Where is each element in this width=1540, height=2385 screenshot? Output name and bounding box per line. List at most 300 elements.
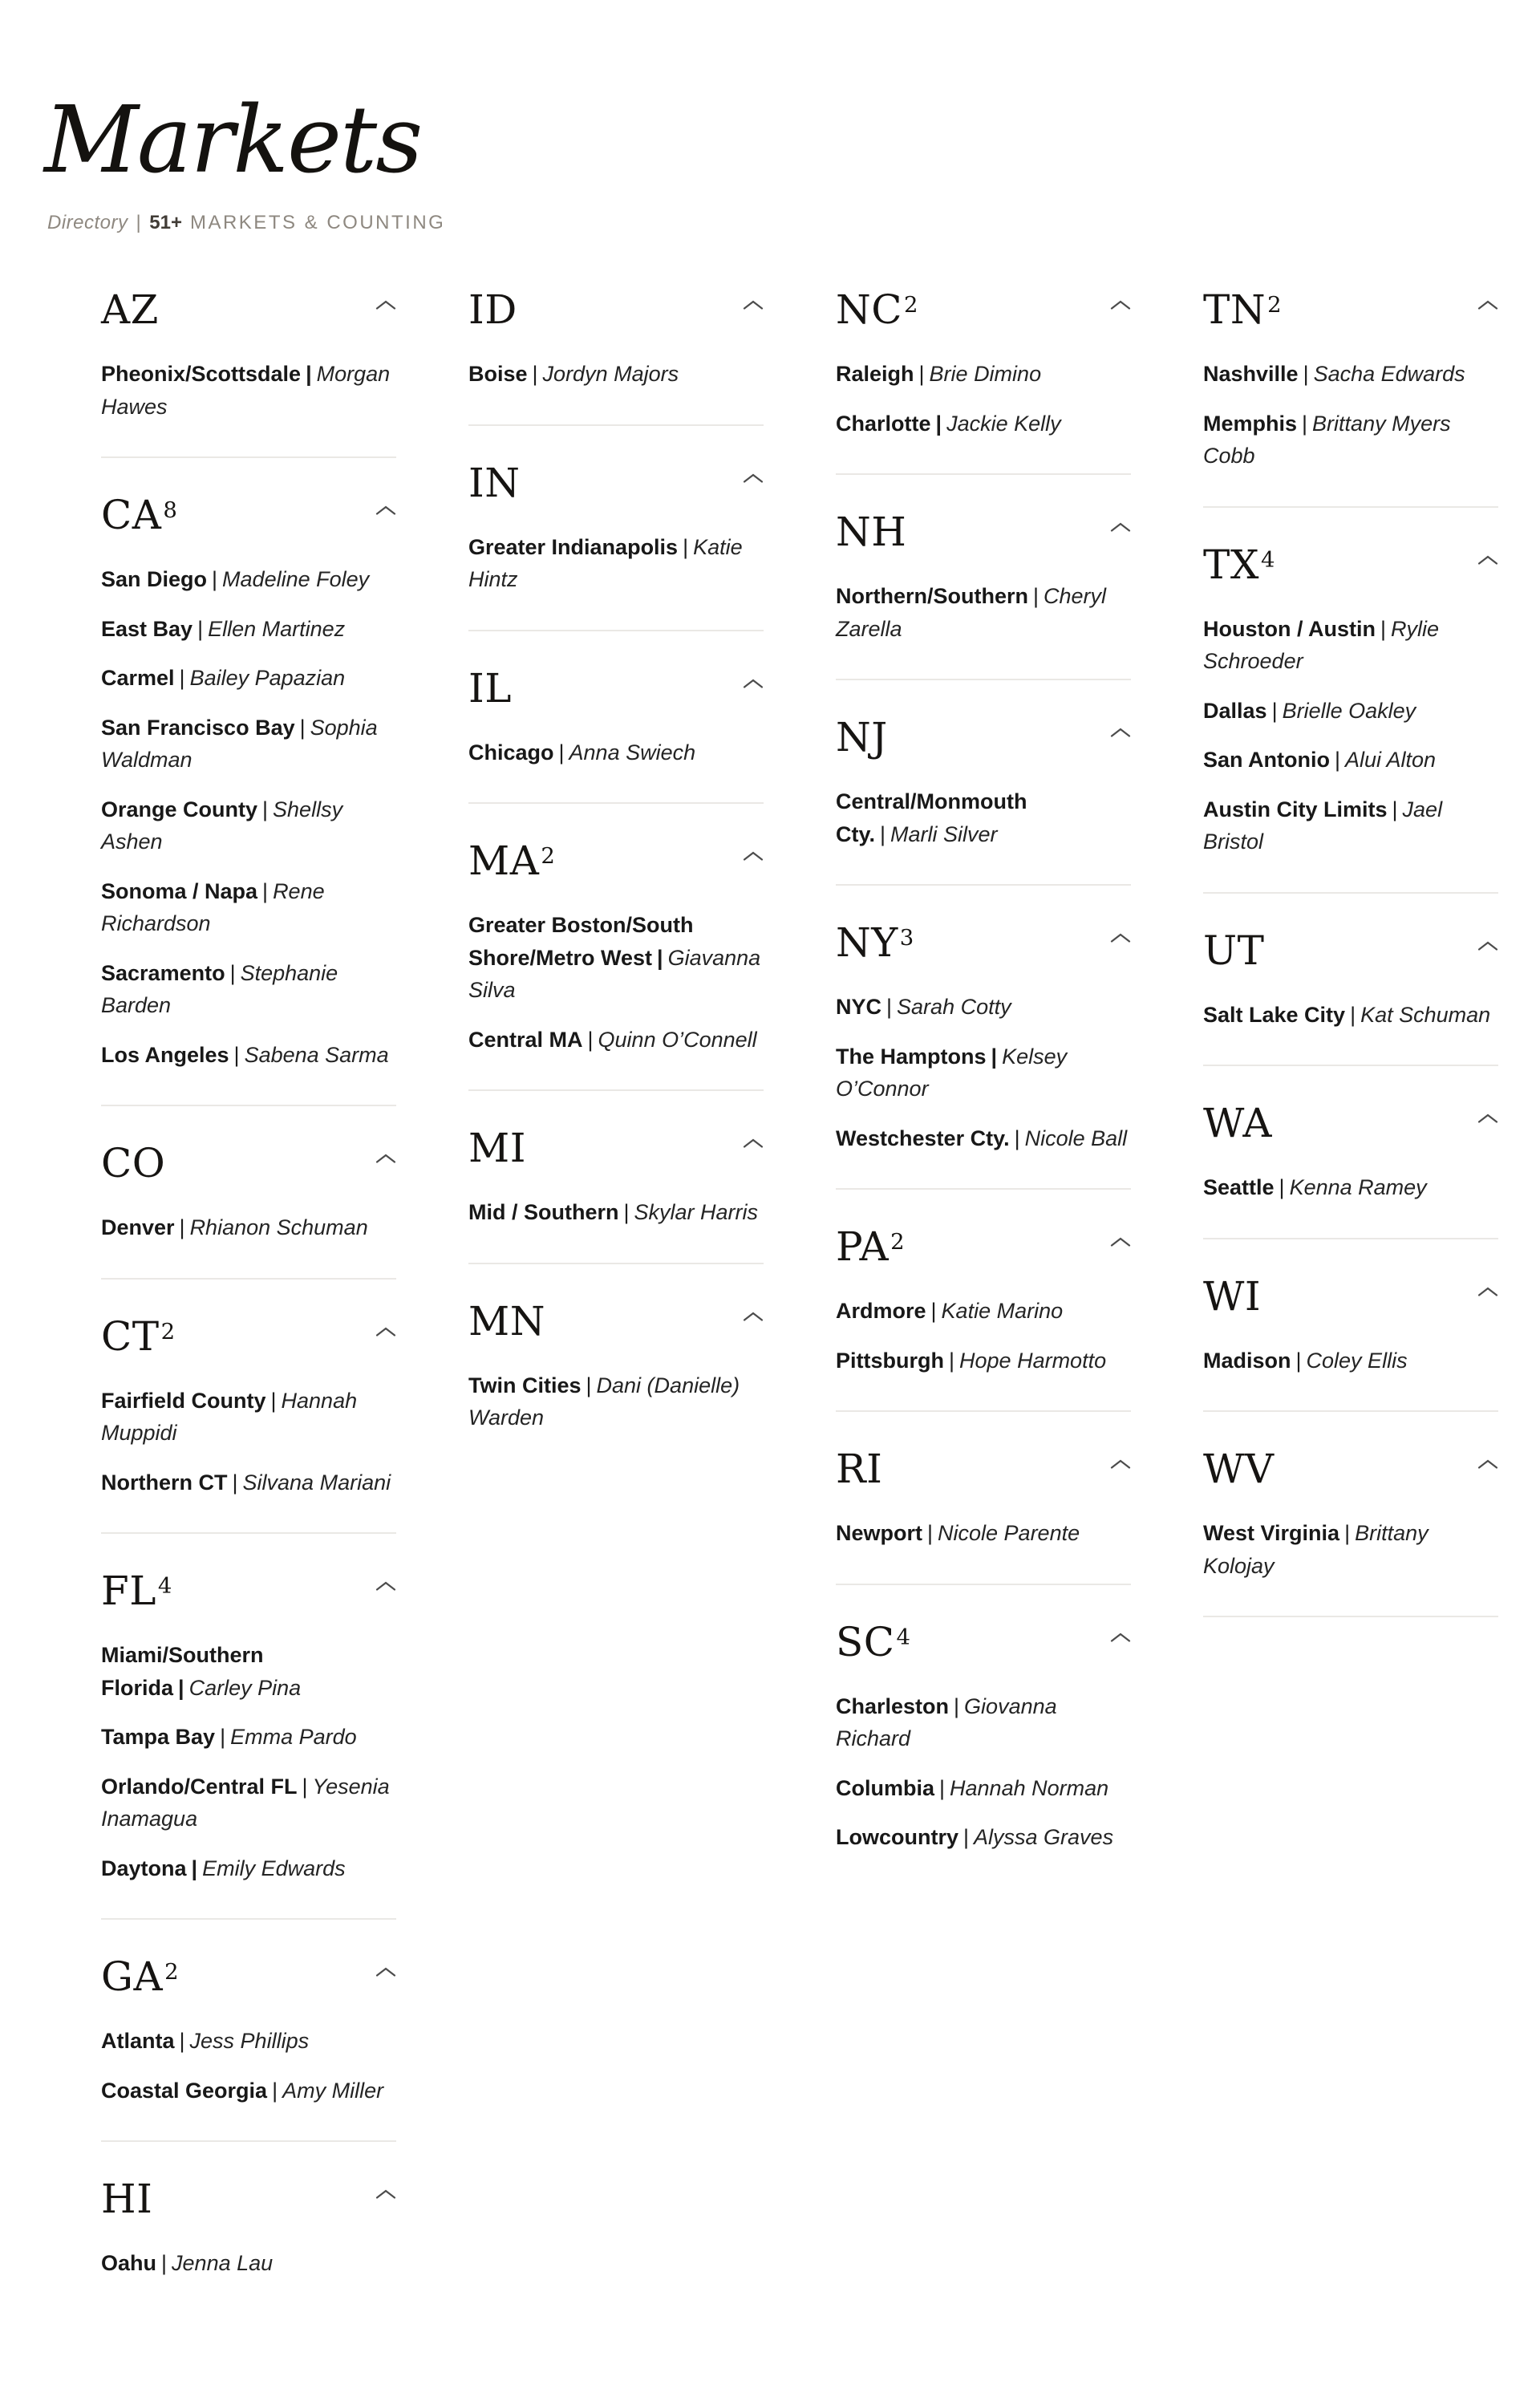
- section-divider: [101, 1105, 396, 1106]
- market-separator: |: [886, 995, 893, 1020]
- section-divider: [836, 884, 1131, 886]
- market-list: [101, 1385, 396, 1499]
- collapse-section-button[interactable]: [1110, 1458, 1131, 1470]
- market-list: [1203, 358, 1498, 473]
- collapse-section-button[interactable]: [743, 299, 764, 310]
- market-name: Orange County: [101, 797, 258, 821]
- state-label: NJ: [836, 714, 888, 761]
- market-name: Fairfield County: [101, 1388, 266, 1413]
- section-ri: [836, 1447, 1131, 1585]
- state-label: ID: [468, 286, 517, 334]
- state-market-count-sup: 4: [896, 1624, 911, 1650]
- section-header: [836, 1225, 1131, 1269]
- market-separator: |: [935, 411, 942, 436]
- section-co: [101, 1142, 396, 1280]
- market-contact: Sabena Sarma: [244, 1042, 389, 1067]
- markets-column: [1203, 288, 1498, 1653]
- market-list: [1203, 613, 1498, 858]
- chevron-up-icon: [375, 1968, 396, 1980]
- state-label: IL: [468, 664, 512, 712]
- market-name: Greater Boston/South Shore/Metro West: [468, 913, 694, 970]
- market-entry: [468, 909, 764, 1007]
- market-contact: Amy Miller: [282, 2078, 384, 2103]
- market-separator: |: [262, 878, 269, 903]
- market-entry: [1203, 358, 1498, 391]
- market-contact: Giavanna Silva: [468, 945, 761, 1003]
- market-name: San Francisco Bay: [101, 715, 295, 740]
- page-title: Markets: [44, 87, 422, 194]
- state-label: $PA^2$: [836, 1223, 906, 1271]
- market-entry: [101, 1385, 396, 1450]
- market-entry: [101, 1039, 396, 1072]
- chevron-up-icon: [375, 2190, 396, 2202]
- market-contact: Coley Ellis: [1306, 1348, 1408, 1373]
- market-name: Mid / Southern: [468, 1200, 619, 1225]
- market-contact: Jael Bristol: [1203, 797, 1443, 854]
- market-separator: |: [930, 1299, 937, 1324]
- market-name: Westchester Cty.: [836, 1126, 1010, 1150]
- chevron-up-icon: [1110, 523, 1131, 535]
- state-label: UT: [1203, 927, 1265, 974]
- section-header: [1203, 543, 1498, 587]
- market-list: [836, 991, 1131, 1154]
- market-contact: Yesenia Inamagua: [101, 1774, 390, 1831]
- state-label: $NC^2$: [836, 286, 919, 334]
- market-separator: |: [558, 740, 565, 765]
- section-divider: [468, 802, 764, 804]
- section-in: [468, 461, 764, 631]
- market-entry: [836, 1821, 1131, 1854]
- section-header: [468, 1126, 764, 1170]
- market-entry: [101, 358, 396, 423]
- section-ct: [101, 1312, 396, 1535]
- section-divider: [468, 630, 764, 631]
- market-name: Sonoma / Napa: [101, 878, 258, 903]
- market-contact: Bailey Papazian: [189, 666, 346, 691]
- section-header: [1203, 1272, 1498, 1320]
- collapse-section-button[interactable]: [375, 2188, 396, 2200]
- market-separator: |: [270, 1388, 277, 1413]
- chevron-up-icon: [1477, 942, 1498, 954]
- market-name: Los Angeles: [101, 1042, 229, 1067]
- market-list: [468, 1196, 764, 1229]
- section-header: [836, 288, 1131, 332]
- state-market-count-sup: 8: [163, 497, 178, 524]
- market-contact: Brittany Kolojay: [1203, 1521, 1429, 1578]
- market-list: [468, 358, 764, 391]
- market-entry: [1203, 1517, 1498, 1582]
- section-header: [836, 1447, 1131, 1491]
- market-name: Salt Lake City: [1203, 1002, 1346, 1027]
- market-entry: [836, 785, 1131, 850]
- market-separator: |: [963, 1825, 970, 1850]
- section-header: [101, 493, 396, 537]
- market-entry: [101, 1466, 396, 1499]
- market-list: [836, 1690, 1131, 1854]
- section-header: [468, 288, 764, 332]
- market-name: Boise: [468, 362, 528, 387]
- subtitle-separator: |: [136, 212, 142, 233]
- market-entry: [101, 1721, 396, 1754]
- market-separator: |: [1279, 1175, 1285, 1200]
- section-header: [101, 1312, 396, 1360]
- state-label: $GA^2$: [101, 1953, 180, 2001]
- market-contact: Silvana Mariani: [242, 1470, 391, 1495]
- market-separator: |: [1344, 1521, 1351, 1546]
- market-entry: [836, 1690, 1131, 1755]
- market-contact: Shellsy Ashen: [101, 797, 343, 854]
- section-header: [101, 288, 396, 332]
- subtitle-suffix: MARKETS & COUNTING: [189, 212, 446, 233]
- section-ma: [468, 839, 764, 1091]
- market-contact: Morgan Hawes: [101, 362, 391, 419]
- section-pa: [836, 1225, 1131, 1412]
- market-name: Austin City Limits: [1203, 797, 1388, 821]
- market-entry: [101, 712, 396, 777]
- market-entry: [468, 736, 764, 769]
- chevron-up-icon: [1110, 301, 1131, 313]
- market-name: Pheonix/Scottsdale: [101, 362, 302, 387]
- state-label: $CA^8$: [101, 492, 178, 539]
- collapse-section-button[interactable]: [1477, 299, 1498, 310]
- market-name: Newport: [836, 1521, 922, 1546]
- market-name: Madison: [1203, 1348, 1291, 1373]
- market-contact: Rhianon Schuman: [189, 1215, 368, 1240]
- section-mn: [468, 1297, 764, 1434]
- market-entry: [836, 1040, 1131, 1105]
- section-divider: [836, 1188, 1131, 1190]
- market-name: The Hamptons: [836, 1044, 987, 1069]
- chevron-up-icon: [1477, 1288, 1498, 1300]
- section-ca: [101, 493, 396, 1106]
- market-entry: [836, 1517, 1131, 1550]
- market-separator: |: [1271, 698, 1278, 723]
- state-market-count-sup: 3: [899, 925, 914, 951]
- market-entry: [1203, 1171, 1498, 1204]
- market-entry: [101, 2025, 396, 2058]
- market-separator: |: [991, 1044, 998, 1069]
- section-ny: [836, 921, 1131, 1190]
- market-name: Carmel: [101, 666, 175, 691]
- chevron-up-icon: [1110, 728, 1131, 740]
- market-entry: [836, 1345, 1131, 1377]
- chevron-up-icon: [375, 301, 396, 313]
- collapse-section-button[interactable]: [375, 1966, 396, 1977]
- market-contact: Rene Richardson: [101, 878, 325, 936]
- section-nh: [836, 510, 1131, 680]
- market-list: [101, 563, 396, 1071]
- market-name: Charlotte: [836, 411, 931, 436]
- market-name: Orlando/Central FL: [101, 1774, 298, 1799]
- market-separator: |: [623, 1200, 630, 1225]
- market-contact: Nicole Parente: [938, 1521, 1080, 1546]
- market-name: Columbia: [836, 1775, 935, 1800]
- market-separator: |: [1302, 411, 1308, 436]
- subtitle-count: 51+: [149, 212, 182, 233]
- market-list: [1203, 1517, 1498, 1582]
- market-name: Chicago: [468, 740, 554, 765]
- collapse-section-button[interactable]: [1477, 1113, 1498, 1124]
- market-contact: Nicole Ball: [1024, 1126, 1128, 1150]
- market-entry: [1203, 1345, 1498, 1377]
- chevron-up-icon: [743, 474, 764, 486]
- market-separator: |: [272, 2078, 278, 2103]
- collapse-section-button[interactable]: [1477, 1286, 1498, 1297]
- market-contact: Skylar Harris: [634, 1200, 759, 1225]
- section-divider: [468, 1263, 764, 1264]
- section-header: [468, 1297, 764, 1345]
- state-label: WI: [1203, 1272, 1262, 1320]
- collapse-section-button[interactable]: [1477, 940, 1498, 951]
- market-separator: |: [197, 616, 204, 641]
- chevron-up-icon: [1110, 1460, 1131, 1472]
- collapse-section-button[interactable]: [1477, 1458, 1498, 1470]
- state-label: IN: [468, 459, 521, 506]
- market-separator: |: [179, 2029, 185, 2054]
- market-separator: |: [179, 666, 185, 691]
- section-il: [468, 664, 764, 805]
- market-entry: [468, 1196, 764, 1229]
- section-divider: [836, 679, 1131, 680]
- market-contact: Marli Silver: [890, 821, 998, 846]
- market-contact: Alyssa Graves: [974, 1825, 1114, 1850]
- market-separator: |: [306, 362, 312, 387]
- section-header: [1203, 929, 1498, 973]
- state-label: HI: [101, 2176, 153, 2223]
- market-separator: |: [229, 960, 236, 985]
- market-entry: [1203, 408, 1498, 473]
- section-nc: [836, 288, 1131, 475]
- market-name: Tampa Bay: [101, 1725, 216, 1750]
- market-contact: Emily Edwards: [202, 1856, 346, 1880]
- section-divider: [1203, 1410, 1498, 1412]
- collapse-section-button[interactable]: [1110, 1632, 1131, 1643]
- market-list: [468, 531, 764, 596]
- chevron-up-icon: [743, 1139, 764, 1151]
- market-contact: Brittany Myers Cobb: [1203, 411, 1451, 468]
- collapse-section-button[interactable]: [743, 850, 764, 862]
- market-entry: [468, 1024, 764, 1057]
- market-entry: [836, 991, 1131, 1024]
- chevron-up-icon: [1477, 1460, 1498, 1472]
- market-contact: Jackie Kelly: [946, 411, 1061, 436]
- market-separator: |: [1380, 616, 1386, 641]
- market-list: [1203, 1171, 1498, 1204]
- collapse-section-button[interactable]: [375, 1580, 396, 1592]
- market-separator: |: [1295, 1348, 1302, 1373]
- market-list: [101, 2025, 396, 2107]
- section-nj: [836, 716, 1131, 886]
- market-contact: Cheryl Zarella: [836, 584, 1107, 641]
- collapse-section-button[interactable]: [375, 1153, 396, 1164]
- section-header: [101, 1955, 396, 1999]
- market-entry: [101, 1639, 396, 1704]
- market-contact: Hannah Muppidi: [101, 1388, 358, 1446]
- market-entry: [101, 662, 396, 695]
- market-entry: [1203, 999, 1498, 1032]
- market-separator: |: [1014, 1126, 1020, 1150]
- market-contact: Giovanna Richard: [836, 1693, 1057, 1751]
- market-name: Northern CT: [101, 1470, 228, 1495]
- market-name: Ardmore: [836, 1299, 926, 1324]
- market-name: Daytona: [101, 1856, 187, 1880]
- section-sc: [836, 1620, 1131, 1854]
- market-contact: Rylie Schroeder: [1203, 616, 1440, 674]
- market-separator: |: [1350, 1002, 1356, 1027]
- market-entry: [468, 1369, 764, 1434]
- market-name: East Bay: [101, 616, 193, 641]
- collapse-section-button[interactable]: [743, 1138, 764, 1149]
- chevron-up-icon: [743, 679, 764, 692]
- collapse-section-button[interactable]: [1110, 727, 1131, 738]
- section-divider: [101, 456, 396, 458]
- market-entry: [101, 613, 396, 646]
- state-label: $SC^4$: [836, 1618, 911, 1665]
- market-list: [101, 1211, 396, 1244]
- market-name: Sacramento: [101, 960, 225, 985]
- market-separator: |: [532, 362, 538, 387]
- market-separator: |: [683, 534, 689, 559]
- collapse-section-button[interactable]: [375, 1326, 396, 1337]
- chevron-up-icon: [375, 1154, 396, 1166]
- market-separator: |: [954, 1693, 960, 1718]
- market-list: [468, 736, 764, 769]
- state-label: CO: [101, 1140, 166, 1187]
- collapse-section-button[interactable]: [375, 505, 396, 516]
- collapse-section-button[interactable]: [375, 299, 396, 310]
- collapse-section-button[interactable]: [1110, 521, 1131, 533]
- section-divider: [836, 473, 1131, 475]
- market-entry: [836, 1772, 1131, 1805]
- market-entry: [101, 2247, 396, 2280]
- market-name: Central/Monmouth Cty.: [836, 789, 1027, 846]
- market-name: NYC: [836, 995, 882, 1020]
- section-tn: [1203, 288, 1498, 508]
- market-contact: Madeline Foley: [222, 567, 370, 592]
- market-contact: Brie Dimino: [929, 362, 1042, 387]
- market-contact: Emma Pardo: [230, 1725, 357, 1750]
- section-fl: [101, 1569, 396, 1920]
- market-entry: [101, 1852, 396, 1885]
- page-subtitle: [47, 210, 1540, 235]
- collapse-section-button[interactable]: [1477, 554, 1498, 566]
- market-list: [101, 358, 396, 423]
- collapse-section-button[interactable]: [743, 678, 764, 689]
- section-divider: [468, 424, 764, 426]
- market-separator: |: [586, 1373, 592, 1397]
- market-separator: |: [587, 1027, 594, 1052]
- collapse-section-button[interactable]: [743, 473, 764, 484]
- collapse-section-button[interactable]: [1110, 932, 1131, 943]
- market-entry: [468, 358, 764, 391]
- market-name: Greater Indianapolis: [468, 534, 679, 559]
- market-name: West Virginia: [1203, 1521, 1340, 1546]
- collapse-section-button[interactable]: [1110, 1236, 1131, 1247]
- market-separator: |: [262, 797, 269, 821]
- market-list: [468, 909, 764, 1056]
- market-separator: |: [233, 1042, 240, 1067]
- market-contact: Sophia Waldman: [101, 715, 378, 773]
- market-name: Nashville: [1203, 362, 1299, 387]
- market-entry: [101, 957, 396, 1022]
- market-contact: Hope Harmotto: [959, 1348, 1107, 1373]
- market-entry: [1203, 793, 1498, 858]
- market-list: [836, 580, 1131, 645]
- market-name: Twin Cities: [468, 1373, 582, 1397]
- market-contact: Jenna Lau: [172, 2251, 274, 2276]
- state-label: $FL^4$: [101, 1568, 172, 1615]
- chevron-up-icon: [1477, 301, 1498, 313]
- market-contact: Dani (Danielle) Warden: [468, 1373, 740, 1430]
- market-contact: Anna Swiech: [569, 740, 696, 765]
- market-contact: Katie Hintz: [468, 534, 743, 592]
- chevron-up-icon: [375, 1328, 396, 1340]
- market-contact: Quinn O’Connell: [598, 1027, 757, 1052]
- section-divider: [101, 1278, 396, 1280]
- market-list: [1203, 1345, 1498, 1377]
- chevron-up-icon: [1477, 1114, 1498, 1126]
- market-separator: |: [302, 1774, 308, 1799]
- market-name: Memphis: [1203, 411, 1298, 436]
- market-entry: [1203, 744, 1498, 777]
- section-header: [1203, 1101, 1498, 1146]
- market-separator: |: [1392, 797, 1398, 821]
- section-tx: [1203, 543, 1498, 894]
- market-contact: Sacha Edwards: [1313, 362, 1465, 387]
- market-name: San Diego: [101, 567, 208, 592]
- market-separator: |: [927, 1521, 934, 1546]
- state-market-count-sup: 2: [1267, 292, 1283, 318]
- section-ga: [101, 1955, 396, 2142]
- section-divider: [836, 1584, 1131, 1585]
- market-contact: Stephanie Barden: [101, 960, 338, 1018]
- market-separator: |: [1303, 362, 1309, 387]
- chevron-up-icon: [743, 301, 764, 313]
- market-separator: |: [232, 1470, 238, 1495]
- section-ut: [1203, 929, 1498, 1067]
- state-market-count-sup: 2: [890, 1229, 906, 1255]
- market-entry: [836, 580, 1131, 645]
- section-header: [836, 1620, 1131, 1665]
- state-label: WA: [1203, 1100, 1273, 1147]
- market-list: [101, 1639, 396, 1884]
- market-contact: Sarah Cotty: [897, 995, 1011, 1020]
- market-separator: |: [1033, 584, 1040, 609]
- market-separator: |: [880, 821, 886, 846]
- market-entry: [836, 408, 1131, 440]
- state-label: MN: [468, 1297, 545, 1345]
- collapse-section-button[interactable]: [1110, 299, 1131, 310]
- market-entry: [101, 1211, 396, 1244]
- market-separator: |: [212, 567, 218, 592]
- market-name: Charleston: [836, 1693, 950, 1718]
- section-header: [101, 2177, 396, 2221]
- market-contact: Hannah Norman: [950, 1775, 1109, 1800]
- chevron-up-icon: [1110, 934, 1131, 946]
- section-header: [1203, 288, 1498, 332]
- state-label: $CT^2$: [101, 1312, 176, 1360]
- market-entry: [836, 1122, 1131, 1155]
- state-label: MI: [468, 1125, 526, 1172]
- market-list: [836, 1517, 1131, 1550]
- market-separator: |: [918, 362, 925, 387]
- markets-column: [836, 288, 1131, 1871]
- market-entry: [101, 1770, 396, 1835]
- market-name: Houston / Austin: [1203, 616, 1376, 641]
- collapse-section-button[interactable]: [743, 1311, 764, 1322]
- state-market-count-sup: 2: [160, 1318, 176, 1345]
- subtitle-directory: Directory: [47, 212, 128, 233]
